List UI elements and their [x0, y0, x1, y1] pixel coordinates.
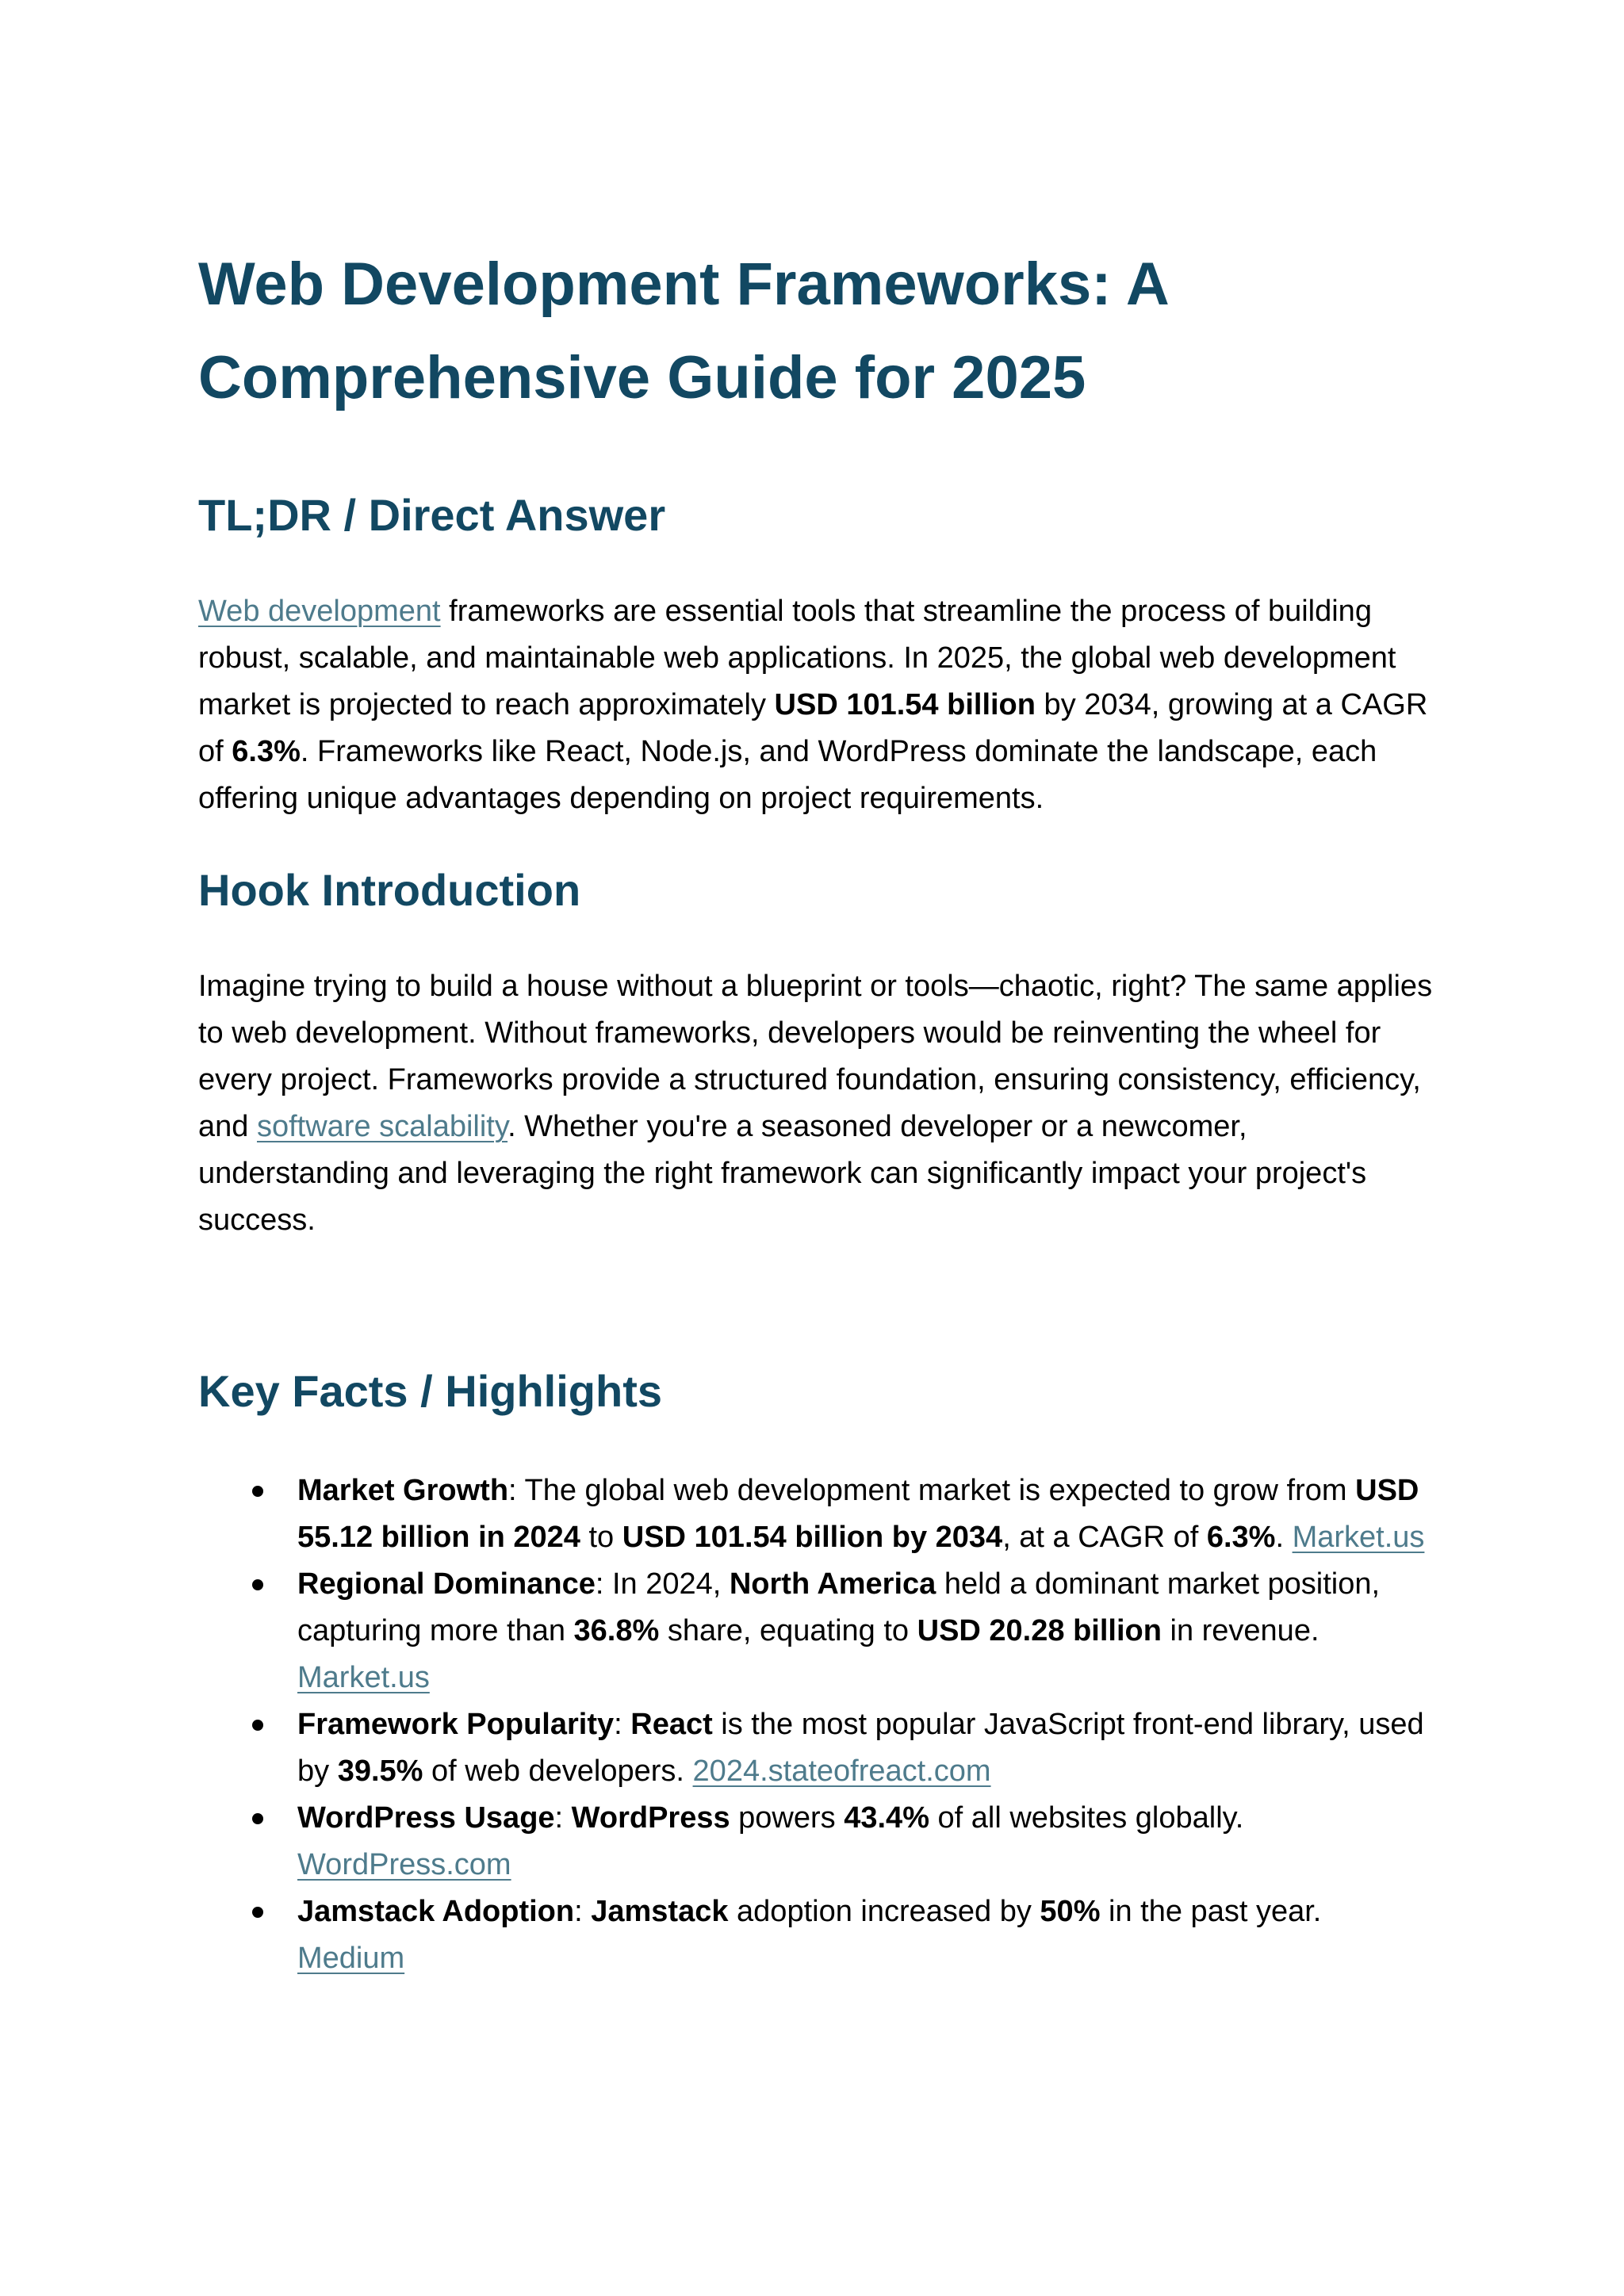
fact-bold: 50% — [1040, 1895, 1101, 1928]
fact-text: : In 2024, — [595, 1567, 730, 1601]
fact-bold: USD 55.12 billion in 2024 — [297, 1474, 1419, 1554]
hook-heading: Hook Introduction — [198, 865, 581, 915]
key-facts-list — [198, 1468, 1435, 1982]
fact-text: , at a CAGR of — [1002, 1521, 1207, 1554]
hook-text-2: . Whether you're a seasoned developer or a newcomer, understanding and leveraging the right framework can significantly impact your project's success. — [198, 1110, 1367, 1237]
fact-text: is the most popular JavaScript front-end library, used by — [297, 1708, 1424, 1788]
bullet-icon — [252, 1813, 263, 1824]
tldr-text-3: . Frameworks like React, Node.js, and WordPress dominate the landscape, each offering unique advantages depending on project requirements. — [198, 735, 1377, 815]
list-item-framework-popularity — [198, 1701, 1435, 1795]
key-facts-heading: Key Facts / Highlights — [198, 1366, 662, 1416]
fact-bold: 39.5% — [337, 1755, 423, 1788]
fact-bold: USD 101.54 billion by 2034 — [622, 1521, 1003, 1554]
tldr-bold-1: USD 101.54 billion — [774, 688, 1036, 721]
tldr-bold-2: 6.3% — [232, 735, 301, 768]
fact-bold: 6.3% — [1206, 1521, 1276, 1554]
source-link-medium[interactable]: Medium — [297, 1942, 405, 1975]
hook-text-1: Imagine trying to build a house without a blueprint or tools—chaotic, right? The same applies to web development. Without frameworks, developers would be reinventing the wheel for every project. Frameworks provide a structured foundation, ensuring consistency, efficiency, and — [198, 970, 1433, 1143]
tldr-text-2: by 2034, growing at a CAGR of — [198, 688, 1428, 768]
fact-text: of web developers. — [423, 1755, 693, 1788]
fact-text: : — [574, 1895, 592, 1928]
fact-bold: 43.4% — [844, 1801, 929, 1835]
list-item-jamstack-adoption — [198, 1888, 1435, 1982]
fact-bold: React — [630, 1708, 713, 1741]
fact-text: powers — [730, 1801, 845, 1835]
fact-text: held a dominant market position, capturing more than — [297, 1567, 1381, 1647]
page-title: Web Development Frameworks: A Comprehensive Guide for 2025 — [198, 251, 1167, 411]
software-scalability-link[interactable]: software scalability — [256, 1110, 508, 1143]
document-page — [198, 238, 1435, 1982]
fact-label: Market Growth — [297, 1474, 509, 1507]
list-item-regional-dominance — [198, 1561, 1435, 1701]
fact-label: Regional Dominance — [297, 1567, 596, 1601]
tldr-paragraph — [198, 588, 1435, 822]
fact-bold: WordPress — [571, 1801, 730, 1835]
bullet-icon — [252, 1579, 263, 1590]
source-link-market-us[interactable]: Market.us — [297, 1661, 430, 1694]
list-item-wordpress-usage — [198, 1795, 1435, 1888]
fact-text: : — [554, 1801, 572, 1835]
fact-text: of all websites globally. — [929, 1801, 1244, 1835]
fact-label: WordPress Usage — [297, 1801, 555, 1835]
tldr-text-1: frameworks are essential tools that streamline the process of building robust, scalable, and maintainable web applications. In 2025, the global web development market is projected to reach approximately — [198, 595, 1396, 721]
fact-label: Jamstack Adoption — [297, 1895, 575, 1928]
fact-bold: North America — [729, 1567, 936, 1601]
source-link-stateofreact[interactable]: 2024.stateofreact.com — [692, 1755, 991, 1788]
tldr-heading: TL;DR / Direct Answer — [198, 490, 666, 540]
bullet-icon — [252, 1907, 263, 1918]
source-link-market-us[interactable]: Market.us — [1292, 1521, 1425, 1554]
fact-bold: 36.8% — [573, 1614, 660, 1647]
fact-text: adoption increased by — [728, 1895, 1040, 1928]
fact-bold: USD 20.28 billion — [917, 1614, 1162, 1647]
fact-bold: Jamstack — [591, 1895, 729, 1928]
fact-label: Framework Popularity — [297, 1708, 615, 1741]
web-development-link[interactable]: Web development — [198, 595, 441, 628]
fact-text: . — [1275, 1521, 1293, 1554]
fact-text: in revenue. — [1161, 1614, 1320, 1647]
source-link-wordpress[interactable]: WordPress.com — [297, 1848, 511, 1881]
fact-text: to — [580, 1521, 622, 1554]
list-item-market-growth — [198, 1468, 1435, 1561]
bullet-icon — [252, 1486, 263, 1497]
fact-text: : The global web development market is expected to grow from — [508, 1474, 1356, 1507]
hook-paragraph — [198, 963, 1435, 1244]
fact-text: in the past year. — [1100, 1895, 1322, 1928]
bullet-icon — [252, 1720, 263, 1731]
fact-text: : — [614, 1708, 631, 1741]
fact-text: share, equating to — [659, 1614, 917, 1647]
